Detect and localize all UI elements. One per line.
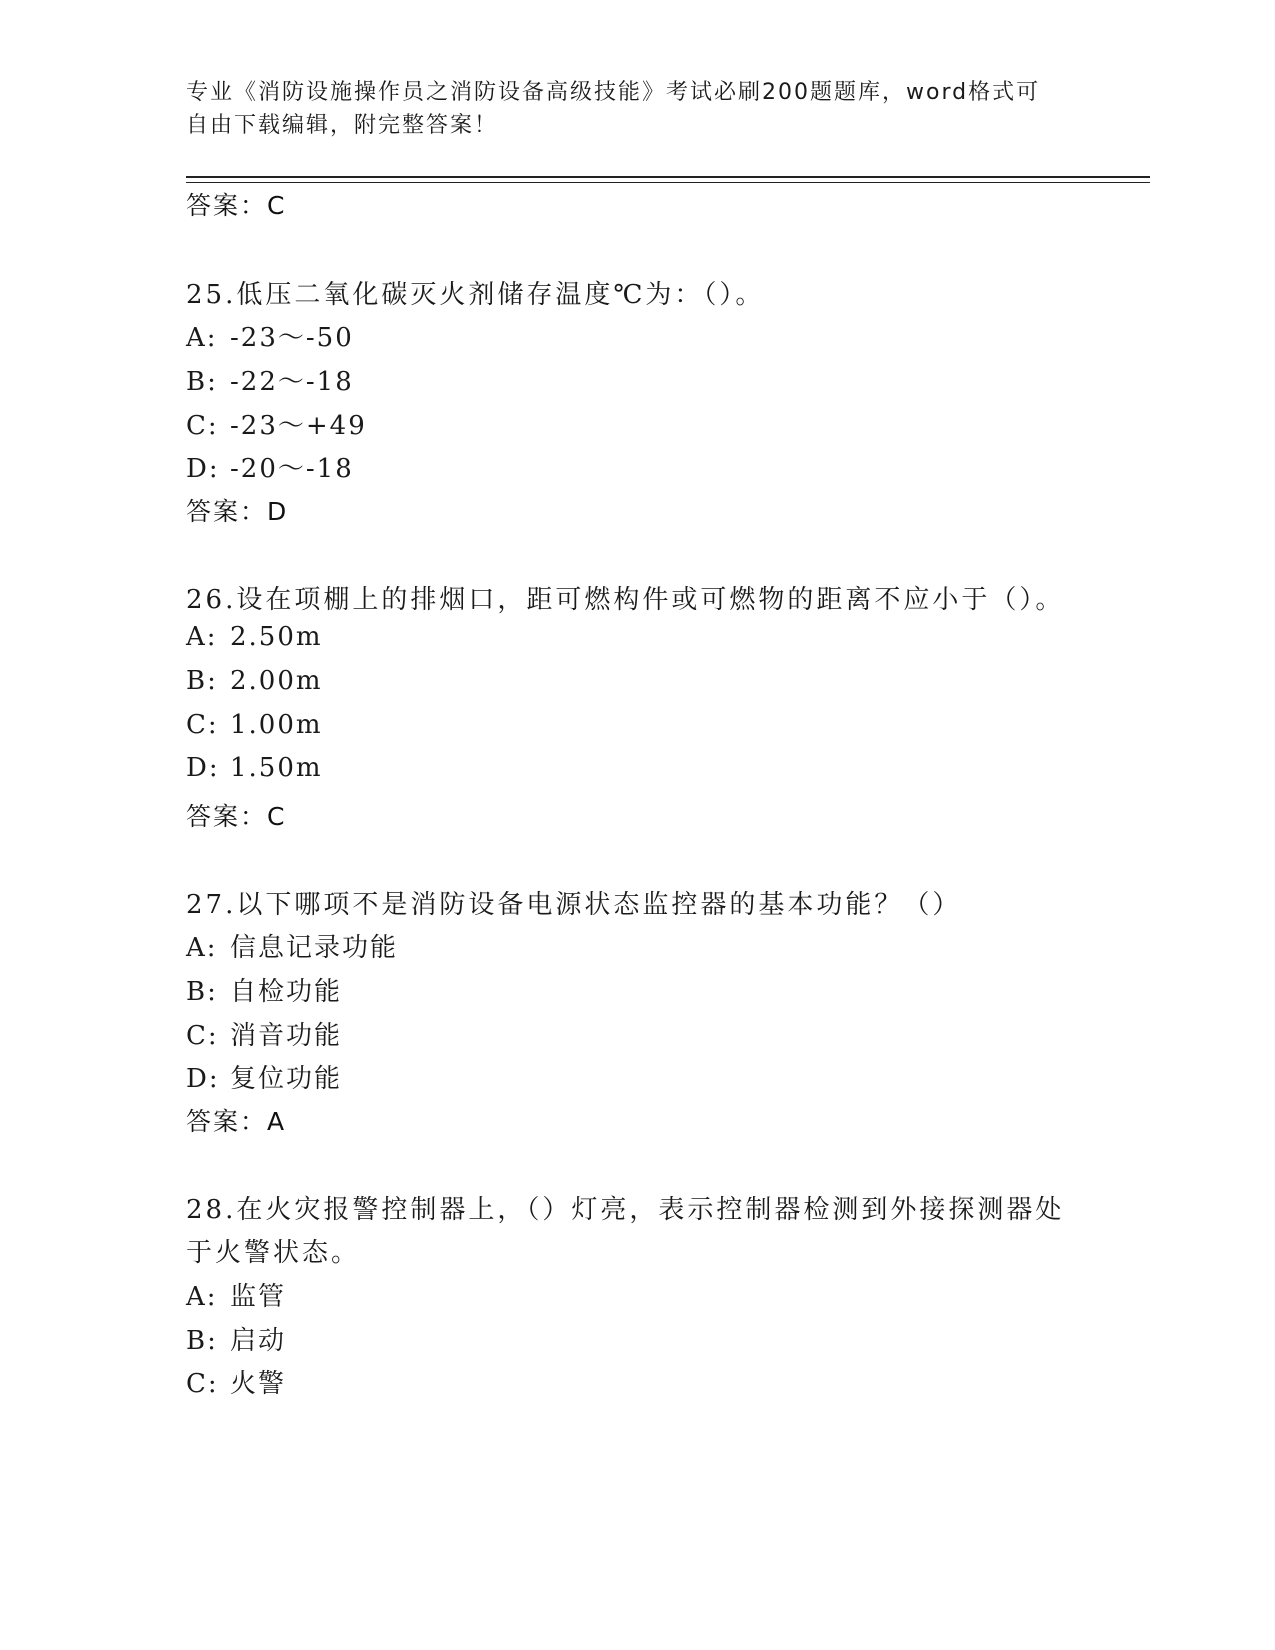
option-letter: A:	[186, 1282, 218, 1312]
option-text: 1.00m	[230, 710, 323, 740]
option-letter: D:	[186, 454, 220, 484]
question-25-option-b	[186, 361, 354, 398]
question-27-option-c	[186, 1015, 342, 1052]
question-28-option-a	[186, 1276, 286, 1313]
option-text: -23～+49	[230, 411, 367, 441]
header-divider-thin	[186, 182, 1150, 183]
option-text: -20～-18	[230, 454, 354, 484]
option-letter: D:	[186, 753, 220, 783]
option-letter: A:	[186, 933, 218, 963]
question-25-text: 25.低压二氧化碳灭火剂储存温度℃为：（）。	[186, 280, 765, 310]
question-26-option-d	[186, 753, 323, 783]
option-letter: B:	[186, 367, 218, 397]
header-line-2: 自由下载编辑，附完整答案！	[186, 113, 499, 138]
option-text: 复位功能	[230, 1064, 343, 1094]
header-divider-thick	[186, 176, 1150, 178]
question-27-text: 27.以下哪项不是消防设备电源状态监控器的基本功能？（）	[186, 890, 962, 920]
header-line-1: 专业《消防设施操作员之消防设备高级技能》考试必刷200题题库，word格式可	[186, 80, 1041, 105]
document-header	[186, 76, 1066, 142]
question-25-option-a	[186, 317, 354, 354]
option-letter: B:	[186, 666, 218, 696]
option-text: 监管	[230, 1282, 287, 1312]
option-letter: C:	[186, 411, 219, 441]
question-26-option-a	[186, 622, 323, 652]
option-letter: A:	[186, 622, 218, 652]
option-text: 信息记录功能	[230, 933, 399, 963]
option-text: 自检功能	[230, 977, 343, 1007]
question-26-option-c	[186, 710, 323, 740]
option-letter: D:	[186, 1064, 220, 1094]
question-25-answer: 答案：D	[186, 497, 289, 526]
option-letter: C:	[186, 710, 219, 740]
option-text: -23～-50	[230, 323, 354, 353]
question-26-text: 26.设在项棚上的排烟口，距可燃构件或可燃物的距离不应小于（）。	[186, 585, 1065, 615]
question-27-option-d	[186, 1058, 342, 1095]
option-text: -22～-18	[230, 367, 354, 397]
question-26-answer: 答案：C	[186, 802, 287, 831]
question-27-option-b	[186, 971, 342, 1008]
question-28-option-c	[186, 1363, 286, 1400]
option-text: 消音功能	[230, 1021, 343, 1051]
option-text: 2.50m	[230, 622, 323, 652]
question-28-text-line-2: 于火警状态。	[186, 1238, 361, 1268]
option-letter: B:	[186, 977, 218, 1007]
option-letter: B:	[186, 1326, 218, 1356]
question-27-answer: 答案：A	[186, 1107, 287, 1136]
question-26-option-b	[186, 666, 323, 696]
question-25-option-d	[186, 448, 354, 485]
option-letter: A:	[186, 323, 218, 353]
option-letter: C:	[186, 1369, 219, 1399]
answer-prev: 答案：C	[186, 191, 287, 220]
question-28-text-line-1: 28.在火灾报警控制器上，（）灯亮，表示控制器检测到外接探测器处	[186, 1195, 1065, 1225]
question-27-option-a	[186, 927, 398, 964]
option-text: 火警	[230, 1369, 287, 1399]
option-letter: C:	[186, 1021, 219, 1051]
option-text: 2.00m	[230, 666, 323, 696]
option-text: 1.50m	[230, 753, 323, 783]
question-28-option-b	[186, 1320, 286, 1357]
option-text: 启动	[230, 1326, 287, 1356]
question-25-option-c	[186, 405, 367, 442]
